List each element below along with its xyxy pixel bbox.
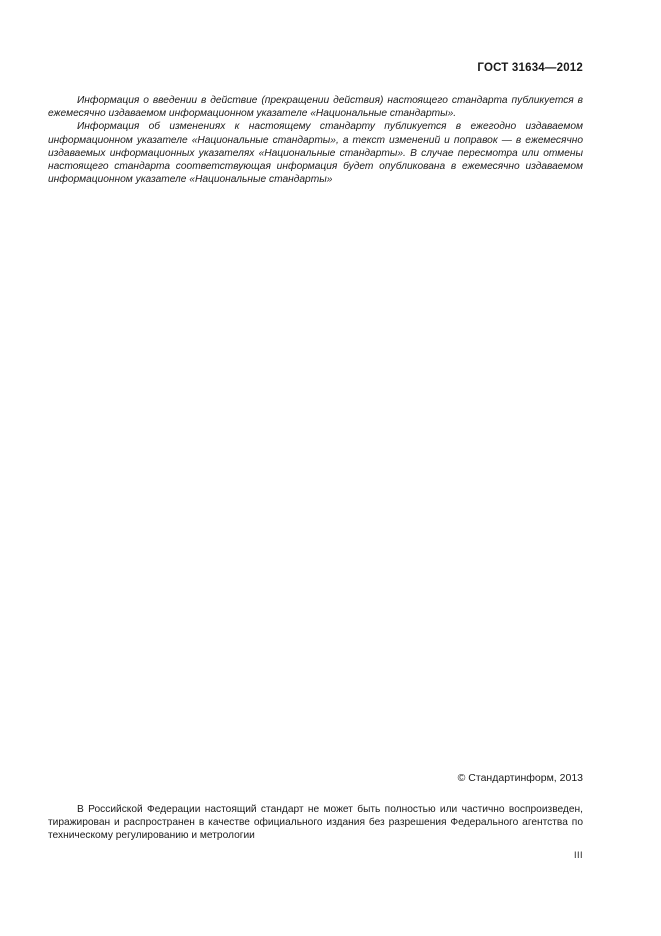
document-code-header: ГОСТ 31634—2012 bbox=[477, 62, 583, 74]
reproduction-rights-notice: В Российской Федерации настоящий стандарт не может быть полностью или частично воспроизведен, тиражирован и распространен в качестве официального издания без разрешения Федерального агентства по техническому регулированию и метрологии bbox=[48, 804, 583, 842]
notice-paragraph-1: Информация о введении в действие (прекращении действия) настоящего стандарта публикуется в ежемесячно издаваемом информационном указателе «Национальные стандарты». bbox=[48, 95, 583, 120]
publication-notice bbox=[48, 94, 583, 186]
notice-paragraph-2: Информация об изменениях к настоящему стандарту публикуется в ежегодно издаваемом информационном указателе «Национальные стандарты», а текст изменений и поправок — в ежемесячно издаваемых информационных указателях «Национальные стандарты». В случае пересмотра или отмены настоящего стандарта соответствующая информация будет опубликована в ежемесячно издаваемом информационном указателе «Национальные стандарты» bbox=[48, 121, 583, 186]
page-number: III bbox=[573, 850, 583, 860]
copyright-line: © Стандартинформ, 2013 bbox=[457, 772, 583, 784]
